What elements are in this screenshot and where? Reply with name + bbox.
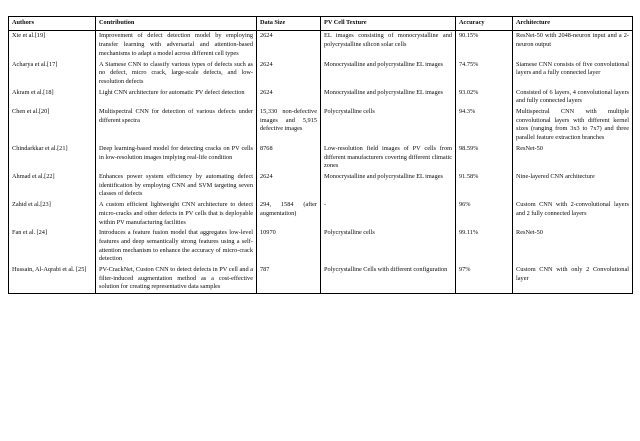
cell-architecture: Multispectral CNN with multiple convolutional layers with different kernel sizes (ranging from 3x3 to 7x7) and three parallel feature extraction branches bbox=[513, 107, 633, 144]
cell-contribution: Enhances power system efficiency by automating defect identification by employing CNN and SVM targeting seven classes of defects bbox=[96, 172, 257, 200]
cell-accuracy: 91.58% bbox=[456, 172, 513, 200]
cell-architecture: Consisted of 6 layers, 4 convolutional layers and fully connected layers bbox=[513, 88, 633, 108]
table-row bbox=[9, 172, 633, 200]
cell-pv-cell-texture: Monocrystalline and polycrystalline EL images bbox=[321, 59, 456, 87]
cell-data-size: 787 bbox=[257, 265, 321, 294]
cell-pv-cell-texture: Polycrystalline cells bbox=[321, 107, 456, 144]
cell-authors: Hussain, Al-Aqrabi et al. [25] bbox=[9, 265, 96, 294]
cell-pv-cell-texture: Low-resolution field images of PV cells from different manufacturers covering different climatic zones bbox=[321, 144, 456, 172]
cell-contribution: A Siamese CNN to classify various types of defects such as no defect, micro crack, large-scale defects, and low-resolution defects bbox=[96, 59, 257, 87]
table-body bbox=[9, 31, 633, 294]
cell-contribution: Improvement of defect detection model by employing transfer learning with adversarial and attention-based mechanisms to adapt a model across different cell types bbox=[96, 31, 257, 60]
cell-accuracy: 94.3% bbox=[456, 107, 513, 144]
table-row bbox=[9, 107, 633, 144]
cell-architecture: Nine-layered CNN architecture bbox=[513, 172, 633, 200]
column-header-accuracy: Accuracy bbox=[456, 17, 513, 31]
cell-data-size: 294, 1584 (after augmentation) bbox=[257, 200, 321, 228]
column-header-architecture: Architecture bbox=[513, 17, 633, 31]
cell-pv-cell-texture: Polycrystalline Cells with different configuration bbox=[321, 265, 456, 294]
cell-accuracy: 98.59% bbox=[456, 144, 513, 172]
table-row bbox=[9, 228, 633, 265]
cell-architecture: ResNet-50 with 2048-neuron input and a 2-neuron output bbox=[513, 31, 633, 60]
cell-data-size: 8768 bbox=[257, 144, 321, 172]
cell-architecture: ResNet-50 bbox=[513, 228, 633, 265]
table-row bbox=[9, 265, 633, 294]
cell-architecture: Custom CNN with only 2 Convolutional layer bbox=[513, 265, 633, 294]
cell-pv-cell-texture: EL images consisting of monocrystalline and polycrystalline silicon solar cells bbox=[321, 31, 456, 60]
column-header-pv-cell-texture: PV Cell Texture bbox=[321, 17, 456, 31]
cell-data-size: 2624 bbox=[257, 31, 321, 60]
cell-authors: Xie et al.[19] bbox=[9, 31, 96, 60]
cell-contribution: A custom efficient lightweight CNN architecture to detect micro-cracks and other defects in PV cells that is deployable within PV manufacturing facilities bbox=[96, 200, 257, 228]
column-header-contribution: Contribution bbox=[96, 17, 257, 31]
cell-contribution: PV-CrackNet, Custon CNN to detect defects in PV cell and a filter-induced augmentation method as a cost-effective solution for creating representative data samples bbox=[96, 265, 257, 294]
cell-pv-cell-texture: Monocrystalline and polycrystalline EL images bbox=[321, 172, 456, 200]
cell-authors: Fan et al. [24] bbox=[9, 228, 96, 265]
table-row bbox=[9, 144, 633, 172]
cell-authors: Zahid et al.[23] bbox=[9, 200, 96, 228]
column-header-data-size: Data Size bbox=[257, 17, 321, 31]
table-row bbox=[9, 59, 633, 87]
cell-architecture: Siamese CNN consists of five convolutional layers and a fully connected layer bbox=[513, 59, 633, 87]
cell-contribution: Light CNN architecture for automatic PV defect detection bbox=[96, 88, 257, 108]
cell-accuracy: 90.15% bbox=[456, 31, 513, 60]
cell-data-size: 2624 bbox=[257, 172, 321, 200]
cell-accuracy: 99.11% bbox=[456, 228, 513, 265]
cell-accuracy: 93.02% bbox=[456, 88, 513, 108]
cell-accuracy: 96% bbox=[456, 200, 513, 228]
cell-data-size: 15,330 non-defective images and 5,915 defective images bbox=[257, 107, 321, 144]
cell-authors: Ahmad et al.[22] bbox=[9, 172, 96, 200]
cell-authors: Chen et al.[20] bbox=[9, 107, 96, 144]
cell-data-size: 2624 bbox=[257, 88, 321, 108]
cell-data-size: 2624 bbox=[257, 59, 321, 87]
literature-review-table bbox=[8, 16, 633, 294]
cell-accuracy: 74.75% bbox=[456, 59, 513, 87]
cell-pv-cell-texture: - bbox=[321, 200, 456, 228]
table-header bbox=[9, 17, 633, 31]
cell-accuracy: 97% bbox=[456, 265, 513, 294]
cell-authors: Akram et al.[18] bbox=[9, 88, 96, 108]
table-header-row bbox=[9, 17, 633, 31]
cell-contribution: Deep learning-based model for detecting cracks on PV cells in low-resolution images implying real-life condition bbox=[96, 144, 257, 172]
table-row bbox=[9, 88, 633, 108]
cell-contribution: Introduces a feature fusion model that aggregates low-level features and deep semantically strong features using a self-attention mechanism to enhance the accuracy of micro-crack detection bbox=[96, 228, 257, 265]
cell-architecture: Custom CNN with 2-convolutional layers and 2 fully connected layers bbox=[513, 200, 633, 228]
cell-pv-cell-texture: Monocrystalline and polycrystalline EL images bbox=[321, 88, 456, 108]
table-row bbox=[9, 31, 633, 60]
cell-contribution: Multispectral CNN for detection of various defects under different spectra bbox=[96, 107, 257, 144]
column-header-authors: Authors bbox=[9, 17, 96, 31]
cell-authors: Acharya et al.[17] bbox=[9, 59, 96, 87]
cell-architecture: ResNet-50 bbox=[513, 144, 633, 172]
cell-pv-cell-texture: Polycrystalline cells bbox=[321, 228, 456, 265]
table-row bbox=[9, 200, 633, 228]
cell-data-size: 10970 bbox=[257, 228, 321, 265]
cell-authors: Chindarkkar et al.[21] bbox=[9, 144, 96, 172]
